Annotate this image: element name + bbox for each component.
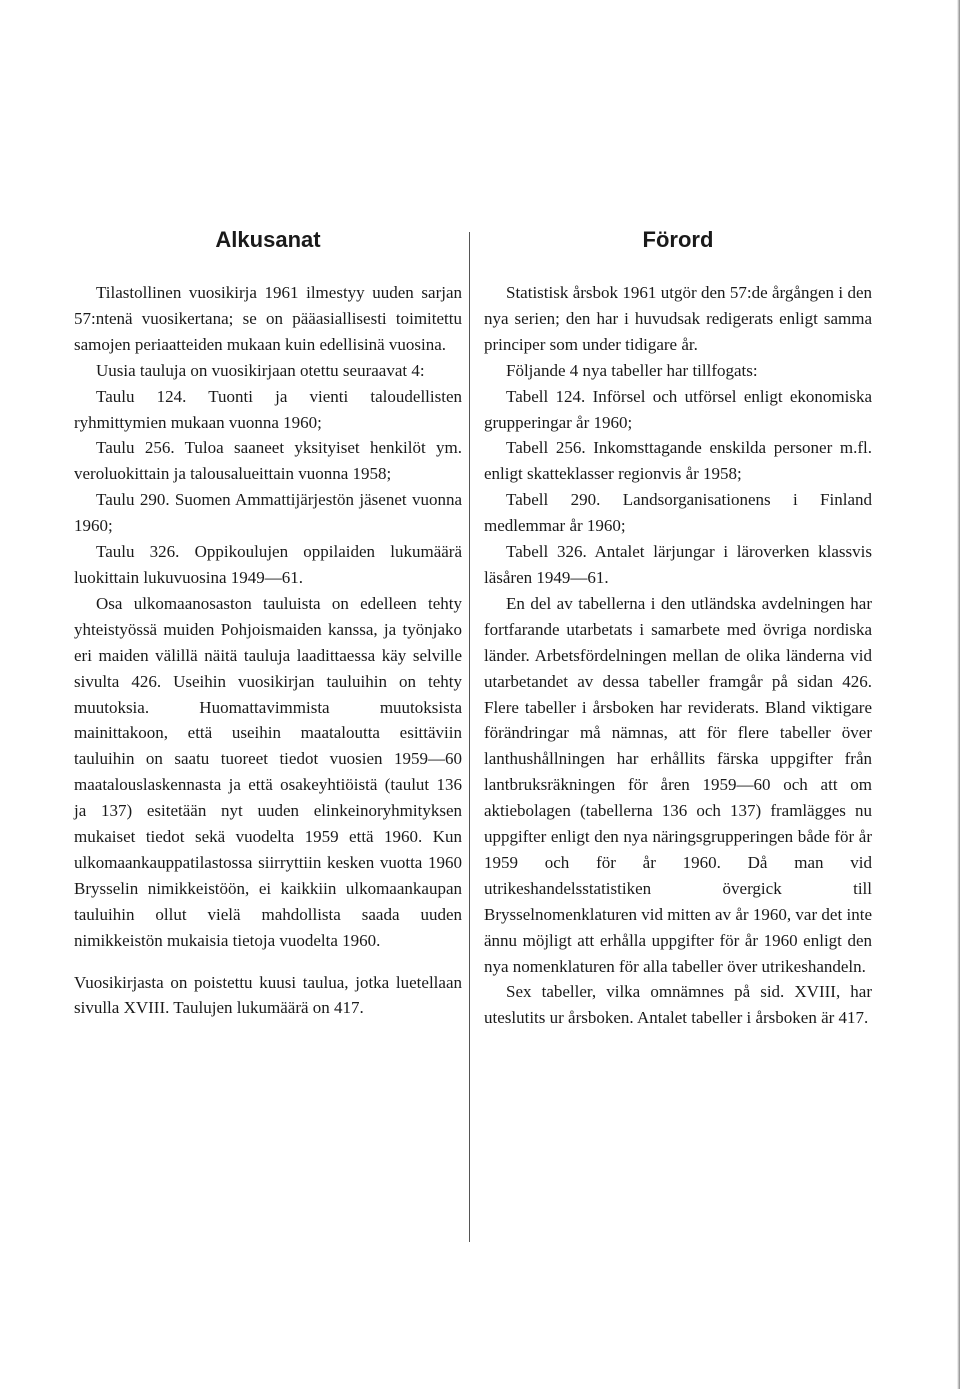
swedish-preface-heading: Förord <box>642 227 714 252</box>
new-tables-intro: Uusia tauluja on vuosikirjaan otettu seuraavat 4: <box>96 360 425 380</box>
new-table-256: Taulu 256. Tuloa saaneet yksityiset henkilöt ym. veroluokittain ja talousalueittain vuonna 1958; <box>74 438 462 484</box>
intro-paragraph: Tilastollinen vuosikirja 1961 ilmestyy uuden sarjan 57:ntenä vuosikertana; se on pääasiallisesti toimitettu samojen periaatteiden mukaan kuin edellisinä vuosina. <box>74 283 462 354</box>
intro-paragraph: Statistisk årsbok 1961 utgör den 57:de årgången i den nya serien; den har i huvudsak redigerats enligt samma principer som under tidigare år. <box>484 283 872 354</box>
removed-tables-paragraph: Vuosikirjasta on poistettu kuusi taulua, jotka luetellaan sivulla XVIII. Taulujen lukumäärä on 417. <box>74 972 462 1018</box>
new-table-290: Tabell 290. Landsorganisationens i Finland medlemmar år 1960; <box>484 490 872 536</box>
new-table-290: Taulu 290. Suomen Ammattijärjestön jäsenet vuonna 1960; <box>74 490 462 536</box>
new-table-326: Taulu 326. Oppikoulujen oppilaiden lukumäärä luokittain lukuvuosina 1949—61. <box>74 542 462 587</box>
new-table-124: Tabell 124. Införsel och utförsel enligt ekonomiska grupperingar år 1960; <box>484 386 872 432</box>
changes-paragraph: En del av tabellerna i den utländska avdelningen har fortfarande utarbetats i samarbete med övriga nordiska länder. Arbetsfördelningen mellan de olika länderna vid utarbetandet av dessa tabeller framgår på sidan 426. Flere tabeller i årsboken har reviderats. Bland viktigare förändringar må nämnas, att för flere tabeller över lanthushållningen har erhållits färska uppgifter från lantbruksräkningen för åren 1959—60 och att om aktiebolagen (tabellerna 136 och 137) framlägges nu uppgifter enligt den nya näringsgrupperingen både för år 1959 och för år 1960. Då man vid utrikeshandelsstatistiken övergick till Brysselnomenklaturen vid mitten av år 1960, var det inte ännu möjligt att erhålla uppgifter för år 1960 enligt den nya nomenklaturen för alla tabeller över utrikeshandeln. <box>484 593 872 976</box>
finnish-preface-heading: Alkusanat <box>215 227 321 252</box>
column-divider <box>469 232 470 1242</box>
swedish-preface-column <box>484 222 872 1031</box>
new-table-256: Tabell 256. Inkomsttagande enskilda personer m.fl. enligt skatteklasser regionvis år 1958; <box>484 438 872 484</box>
changes-paragraph: Osa ulkomaanosaston tauluista on edelleen tehty yhteistyössä muiden Pohjoismaiden kanssa, ja työnjako eri maiden välillä näitä tauluja laadittaessa käy selville sivulta 426. Useihin vuosikirjan tauluihin on tehty muutoksia. Huomattavimmista muutoksista mainittakoon, että useihin maataloutta esittäviin tauluihin on saatu tuoreet tiedot vuosien 1959—60 maatalouslaskennasta ja että osakeyhtiöistä (taulut 136 ja 137) esitetään nyt uuden elinkeinoryhmityksen mukaiset tiedot sekä vuodelta 1959 että 1960. Kun ulkomaankauppatilastossa siirryttiin kesken vuotta 1960 Brysselin nimikkeistöön, ei kaikkiin ulkomaankaupan tauluihin ollut vielä mahdollista saada uuden nimikkeistön mukaisia tietoja vuodelta 1960. <box>74 593 462 950</box>
new-table-326: Tabell 326. Antalet lärjungar i läroverken klassvis läsåren 1949—61. <box>484 542 872 587</box>
new-table-124: Taulu 124. Tuonti ja vienti taloudellisten ryhmittymien mukaan vuonna 1960; <box>74 386 462 432</box>
finnish-preface-column <box>74 222 462 1021</box>
new-tables-intro: Följande 4 nya tabeller har tillfogats: <box>506 360 758 380</box>
removed-tables-paragraph: Sex tabeller, vilka omnämnes på sid. XVIII, har uteslutits ur årsboken. Antalet tabeller i årsboken är 417. <box>484 982 872 1028</box>
